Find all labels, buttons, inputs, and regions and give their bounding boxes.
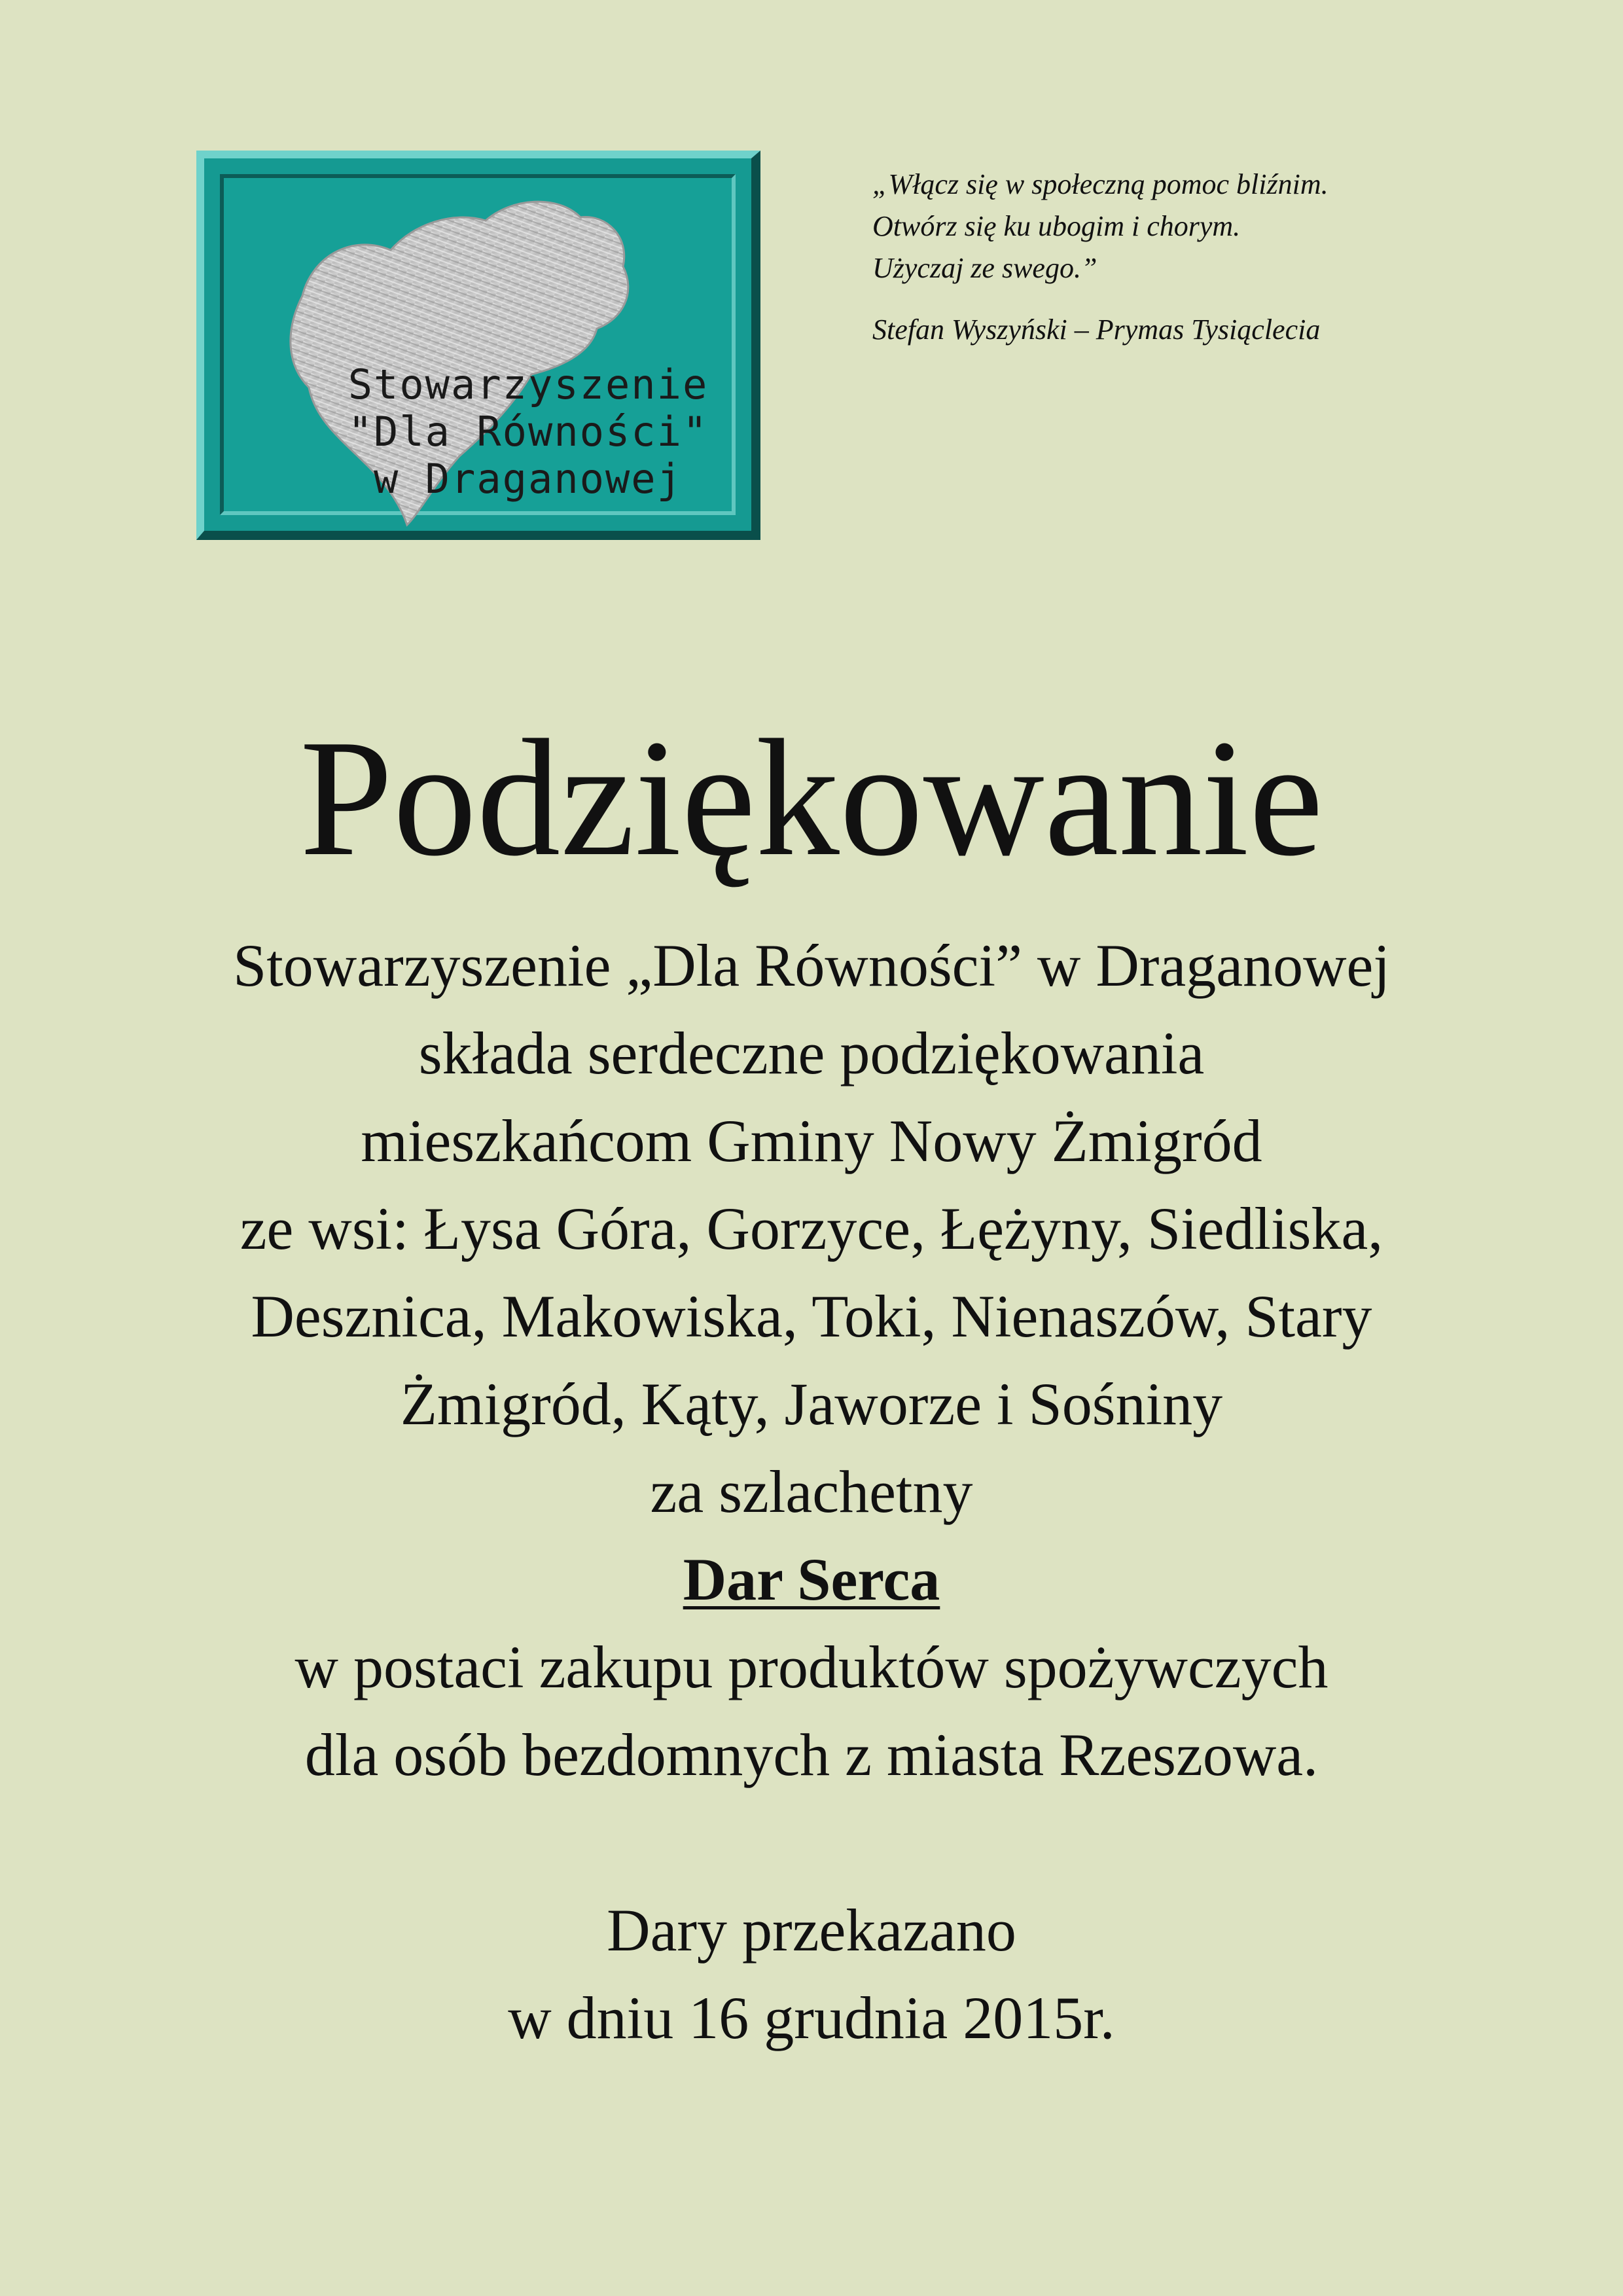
body-line-9: dla osób bezdomnych z miasta Rzeszowa. — [304, 1721, 1319, 1788]
thank-you-text — [0, 922, 1623, 2062]
quote-block — [872, 164, 1461, 351]
spacer — [0, 1799, 1623, 1886]
body-line-3: mieszkańcom Gminy Nowy Żmigród — [361, 1107, 1262, 1174]
logo-text — [302, 361, 754, 503]
body-line-8: w postaci zakupu produktów spożywczych — [294, 1634, 1329, 1700]
body-line-4: ze wsi: Łysa Góra, Gorzyce, Łężyny, Siedliska, — [240, 1195, 1383, 1262]
body-line-7: za szlachetny — [650, 1458, 973, 1525]
gift-heading: Dar Serca — [683, 1546, 940, 1613]
body-line-6: Żmigród, Kąty, Jaworze i Sośniny — [400, 1371, 1223, 1437]
body-line-2: składa serdeczne podziękowania — [418, 1020, 1205, 1086]
quote-line-1: „Włącz się w społeczną pomoc bliźnim. — [872, 168, 1329, 200]
quote-line-2: Otwórz się ku ubogim i chorym. — [872, 210, 1241, 242]
logo-text-line-3: w Draganowej — [374, 455, 683, 503]
quote-author: Stefan Wyszyński – Prymas Tysiąclecia — [872, 314, 1321, 346]
logo-text-line-1: Stowarzyszenie — [348, 361, 709, 408]
delivery-date-line: w dniu 16 grudnia 2015r. — [508, 1984, 1115, 2051]
quote-line-3: Użyczaj ze swego.” — [872, 252, 1097, 284]
logo-text-line-2: "Dla Równości" — [348, 408, 709, 456]
delivery-line-1: Dary przekazano — [607, 1897, 1016, 1964]
body-line-5: Desznica, Makowiska, Toki, Nienaszów, Stary — [251, 1283, 1372, 1350]
page-title: Podziękowanie — [300, 706, 1323, 891]
association-logo — [196, 151, 760, 540]
body-line-1: Stowarzyszenie „Dla Równości” w Draganowej — [233, 932, 1390, 999]
